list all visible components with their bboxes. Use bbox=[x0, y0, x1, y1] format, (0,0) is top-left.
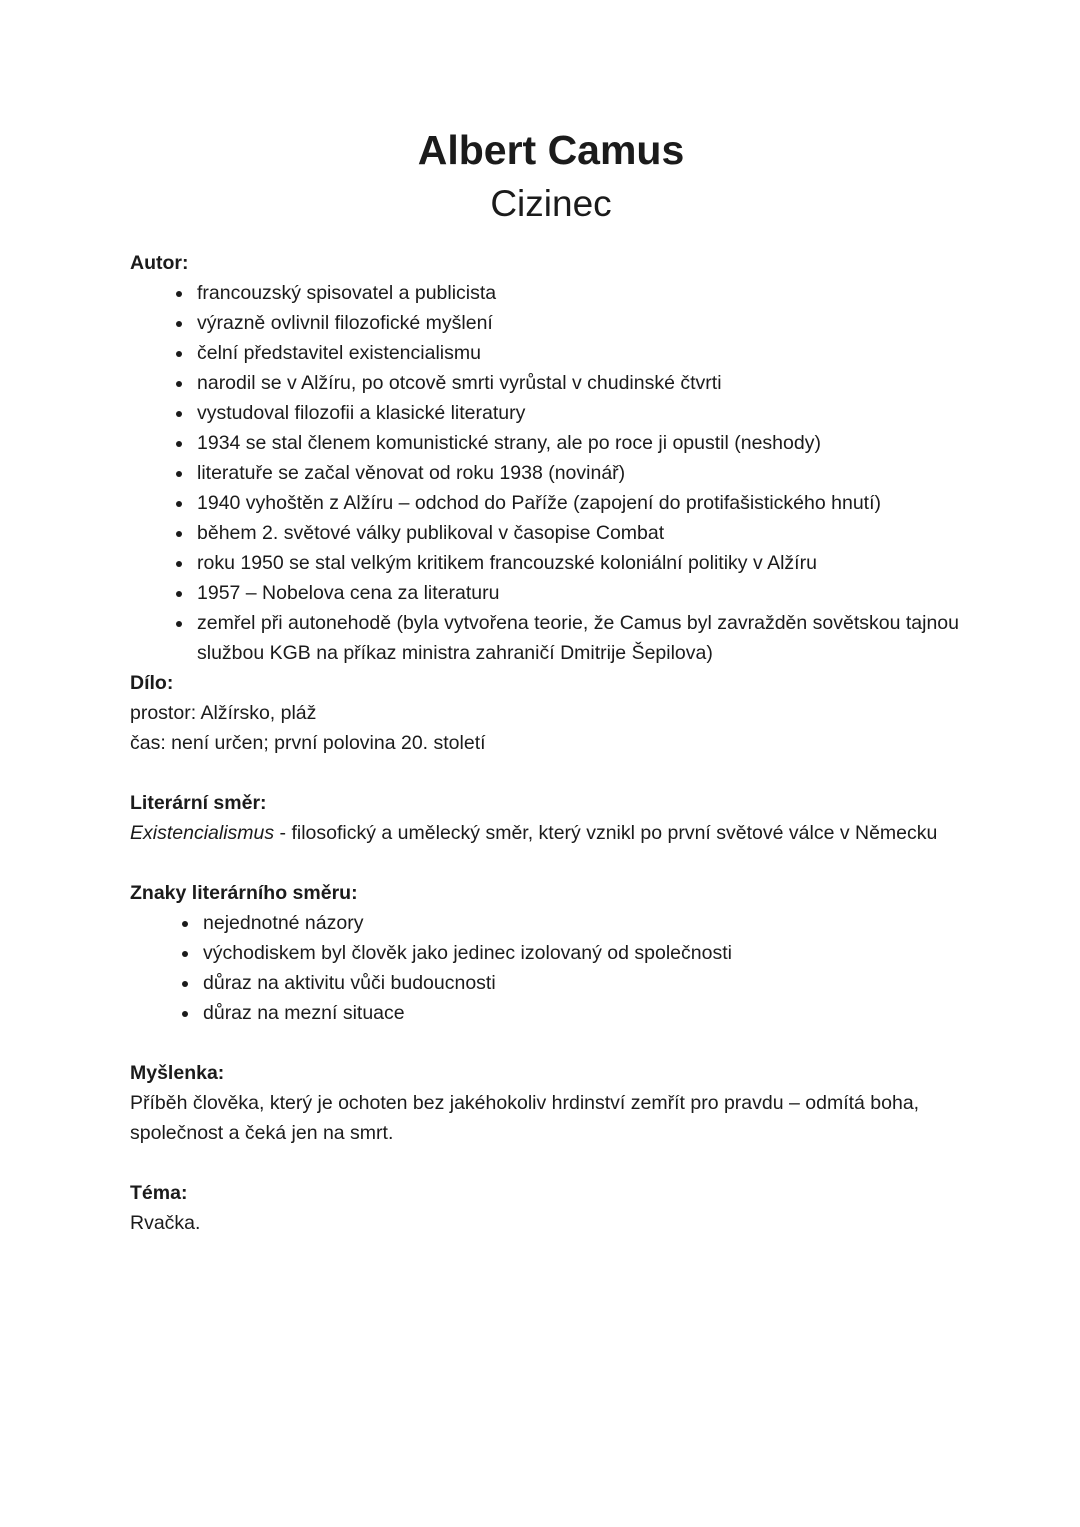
section-heading-myslenka: Myšlenka: bbox=[130, 1062, 225, 1084]
bullet-item: • během 2. světové války publikoval v časopise Combat bbox=[194, 518, 972, 548]
bullet-item: • francouzský spisovatel a publicista bbox=[194, 278, 972, 308]
dilo-line-prostor: prostor: Alžírsko, pláž bbox=[130, 702, 317, 724]
bullet-item: • 1940 vyhoštěn z Alžíru – odchod do Paříže (zapojení do protifašistického hnutí) bbox=[194, 488, 972, 518]
bullet-item: • zemřel při autonehodě (byla vytvořena teorie, že Camus byl zavražděn sovětskou tajnou službou KGB na příkaz ministra zahraničí Dmitrije Šepilova) bbox=[194, 608, 972, 668]
section-heading-literarni-smer: Literární směr: bbox=[130, 792, 267, 814]
znaky-list bbox=[130, 908, 972, 1028]
section-heading-autor: Autor: bbox=[130, 252, 189, 274]
bullet-item: • 1934 se stal členem komunistické strany, ale po roce ji opustil (neshody) bbox=[194, 428, 972, 458]
bullet-item: • důraz na aktivitu vůči budoucnosti bbox=[200, 968, 972, 998]
bullet-item: • literatuře se začal věnovat od roku 1938 (novinář) bbox=[194, 458, 972, 488]
bullet-item: • vystudoval filozofii a klasické literatury bbox=[194, 398, 972, 428]
literarni-smer-definition: - filosofický a umělecký směr, který vznikl po první světové válce v Německu bbox=[274, 822, 938, 844]
bullet-item: • důraz na mezní situace bbox=[200, 998, 972, 1028]
literarni-smer-text bbox=[130, 818, 972, 848]
section-heading-tema: Téma: bbox=[130, 1182, 188, 1204]
bullet-item: • nejednotné názory bbox=[200, 908, 972, 938]
myslenka-text: Příběh člověka, který je ochoten bez jakéhokoliv hrdinství zemřít pro pravdu – odmítá boha, společnost a čeká jen na smrt. bbox=[130, 1092, 920, 1144]
bullet-item: • východiskem byl člověk jako jedinec izolovaný od společnosti bbox=[200, 938, 972, 968]
autor-list bbox=[130, 278, 972, 668]
dilo-line-cas: čas: není určen; první polovina 20. století bbox=[130, 732, 486, 754]
section-heading-dilo: Dílo: bbox=[130, 672, 174, 694]
tema-text: Rvačka. bbox=[130, 1212, 201, 1234]
bullet-item: • roku 1950 se stal velkým kritikem francouzské koloniální politiky v Alžíru bbox=[194, 548, 972, 578]
bullet-item: • čelní představitel existencialismu bbox=[194, 338, 972, 368]
section-heading-znaky: Znaky literárního směru: bbox=[130, 882, 358, 904]
bullet-item: • výrazně ovlivnil filozofické myšlení bbox=[194, 308, 972, 338]
literarni-smer-term: Existencialismus bbox=[130, 822, 275, 844]
bullet-item: • 1957 – Nobelova cena za literaturu bbox=[194, 578, 972, 608]
document-subtitle: Cizinec bbox=[490, 183, 612, 224]
bullet-item: • narodil se v Alžíru, po otcově smrti vyrůstal v chudinské čtvrti bbox=[194, 368, 972, 398]
document-title: Albert Camus bbox=[417, 127, 685, 173]
